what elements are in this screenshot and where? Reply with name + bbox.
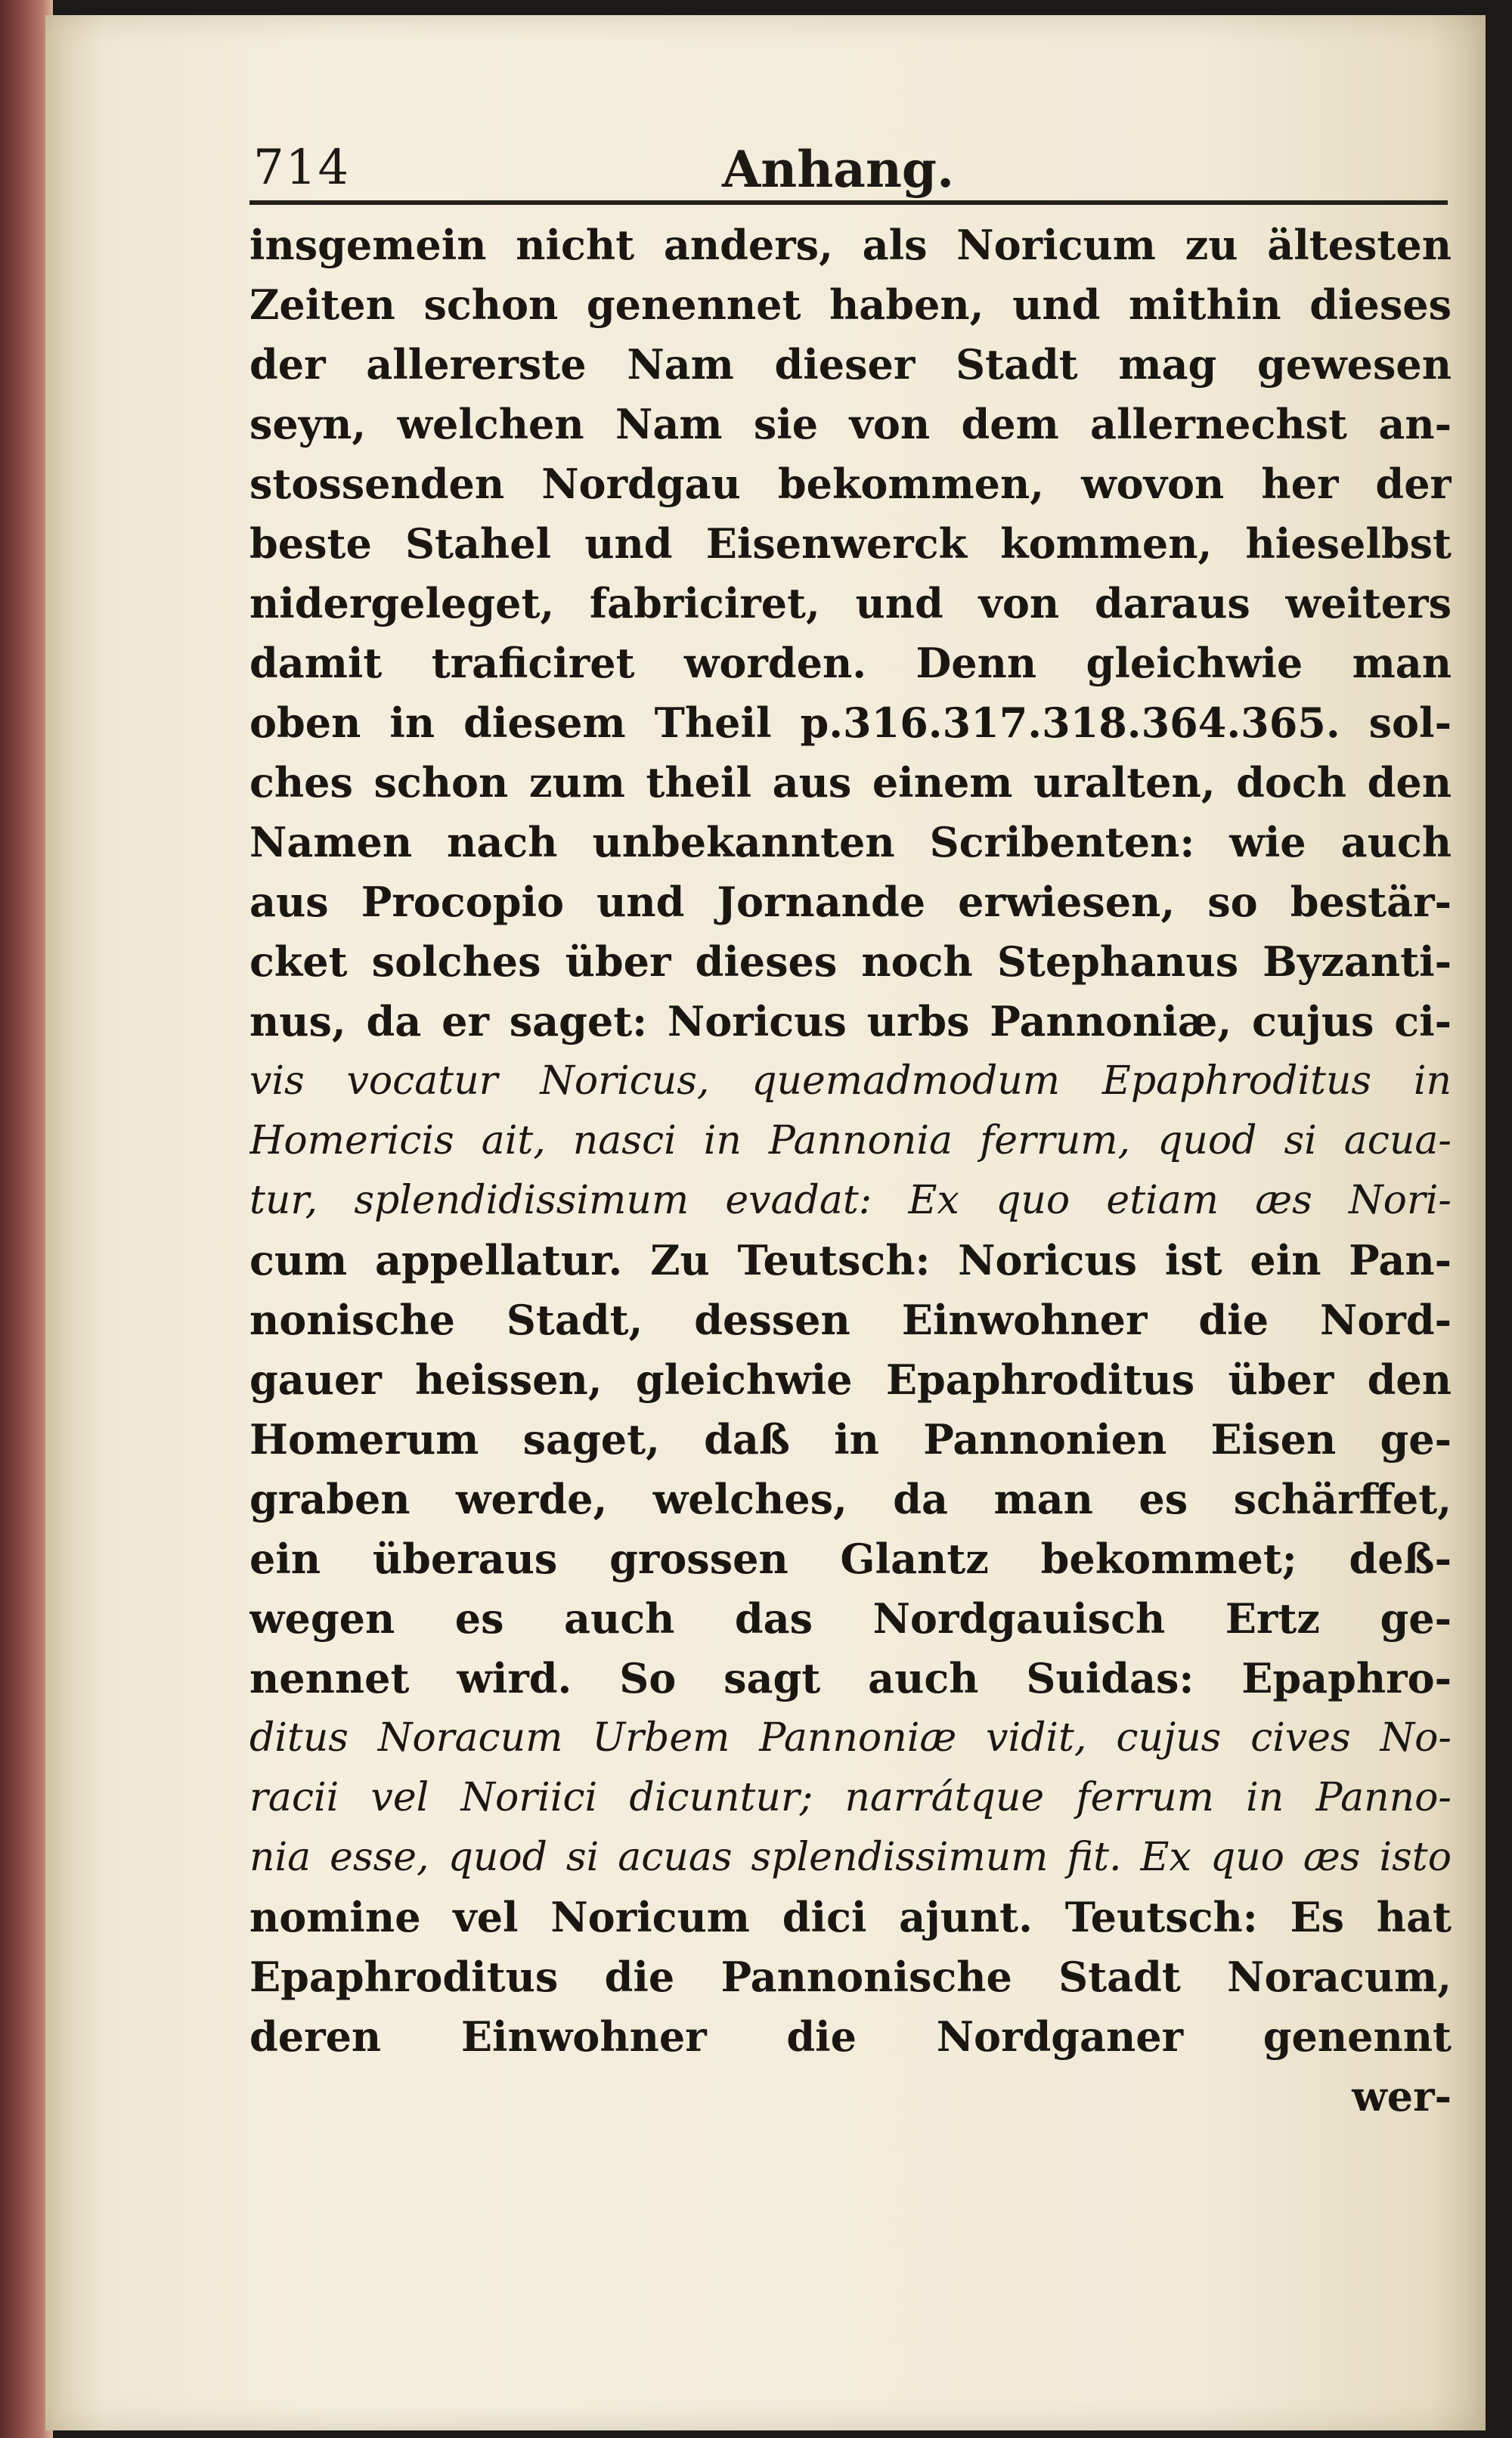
page-number: 714 bbox=[253, 140, 351, 196]
text-line: graben werde, welches, da man es schärffet, bbox=[249, 1475, 1452, 1523]
text-line: Homerum saget, daß in Pannonien Eisen ge- bbox=[249, 1415, 1452, 1464]
text-line-latin: tur, splendidissimum evadat: Ex quo etiam æs Nori- bbox=[249, 1178, 1452, 1223]
catchword: wer- bbox=[1352, 2072, 1452, 2120]
text-line-latin: vis vocatur Noricus, quemadmodum Epaphroditus in bbox=[249, 1058, 1452, 1104]
text-line: damit traficiret worden. Denn gleichwie man bbox=[249, 639, 1452, 687]
text-line: aus Procopio und Jornande erwiesen, so bestär- bbox=[249, 878, 1452, 926]
text-line: beste Stahel und Eisenwerck kommen, hieselbst bbox=[249, 519, 1452, 568]
text-line: Epaphroditus die Pannonische Stadt Noracum, bbox=[249, 1953, 1452, 2001]
text-line-latin: ditus Noracum Urbem Pannoniæ vidit, cujus cives No- bbox=[249, 1715, 1452, 1761]
text-line: Namen nach unbekannten Scribenten: wie auch bbox=[249, 818, 1452, 866]
text-line: ches schon zum theil aus einem uralten, doch den bbox=[249, 758, 1452, 807]
text-line: der allererste Nam dieser Stadt mag gewesen bbox=[249, 340, 1452, 389]
text-line: nennet wird. So sagt auch Suidas: Epaphro- bbox=[249, 1654, 1452, 1702]
text-line: nonische Stadt, dessen Einwohner die Nord- bbox=[249, 1296, 1452, 1344]
text-line: nus, da er saget: Noricus urbs Pannoniæ, cujus ci- bbox=[249, 997, 1452, 1046]
text-line: Zeiten schon genennet haben, und mithin dieses bbox=[249, 280, 1452, 329]
text-line: deren Einwohner die Nordganer genennt bbox=[249, 2012, 1452, 2061]
text-line: gauer heissen, gleichwie Epaphroditus über den bbox=[249, 1355, 1452, 1404]
text-line-latin: nia esse, quod si acuas splendissimum fit. Ex quo æs isto bbox=[249, 1835, 1452, 1880]
body-text bbox=[249, 215, 1452, 2127]
text-line-latin: racii vel Noriici dicuntur; narrátque ferrum in Panno- bbox=[249, 1775, 1452, 1820]
text-line: nidergeleget, fabriciret, und von daraus weiters bbox=[249, 579, 1452, 627]
text-line: nomine vel Noricum dici ajunt. Teutsch: Es hat bbox=[249, 1893, 1452, 1941]
text-line: stossenden Nordgau bekommen, wovon her der bbox=[249, 460, 1452, 508]
header-rule bbox=[249, 200, 1448, 205]
text-line: seyn, welchen Nam sie von dem allernechst an- bbox=[249, 400, 1452, 448]
text-line-latin: Homericis ait, nasci in Pannonia ferrum, quod si acua- bbox=[249, 1118, 1452, 1163]
text-line: insgemein nicht anders, als Noricum zu ältesten bbox=[249, 221, 1452, 269]
text-line: wegen es auch das Nordgauisch Ertz ge- bbox=[249, 1594, 1452, 1643]
text-line: oben in diesem Theil p.316.317.318.364.365. sol- bbox=[249, 699, 1452, 747]
text-line: cum appellatur. Zu Teutsch: Noricus ist ein Pan- bbox=[249, 1236, 1452, 1284]
text-line: cket solches über dieses noch Stephanus Byzanti- bbox=[249, 937, 1452, 986]
text-line: ein überaus grossen Glantz bekommet; deß- bbox=[249, 1535, 1452, 1583]
page-header bbox=[253, 140, 1444, 200]
running-head: Anhang. bbox=[722, 140, 955, 199]
